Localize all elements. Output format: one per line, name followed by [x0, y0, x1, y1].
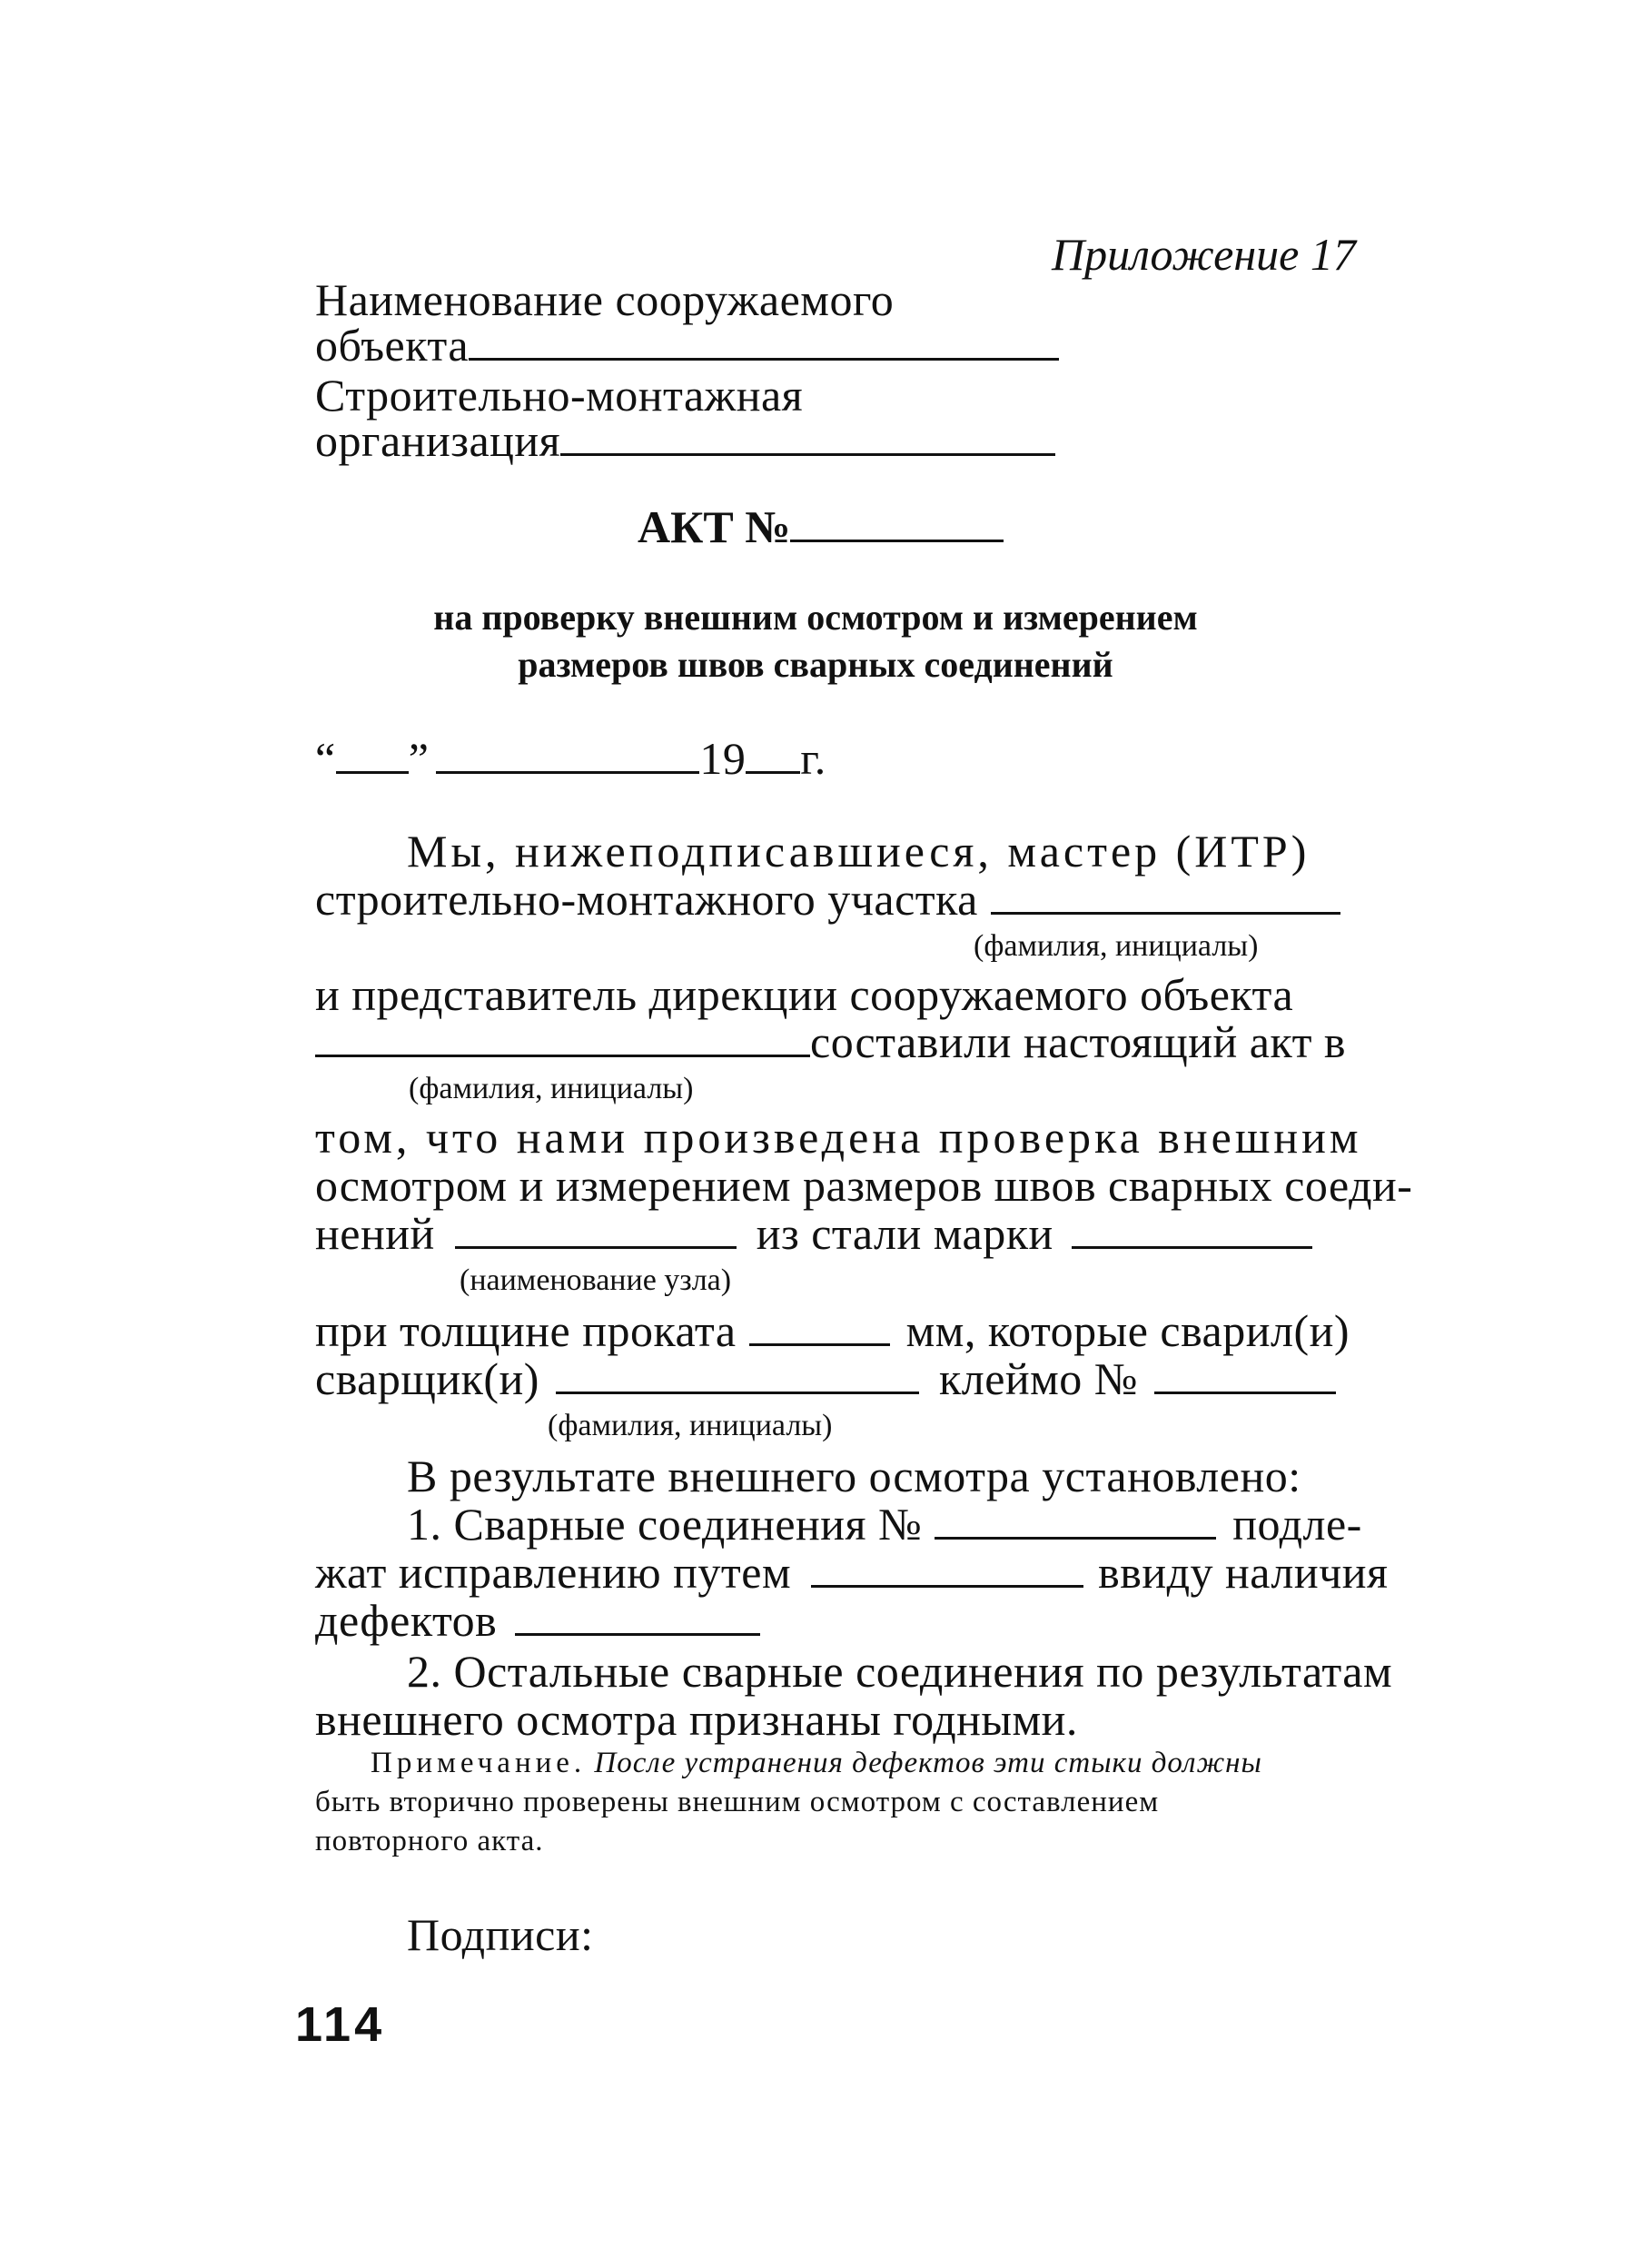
act-title [638, 501, 1004, 552]
act-subtitle-line-2: размеров швов сварных соединений [518, 644, 1113, 685]
thickness-blank[interactable] [749, 1342, 890, 1346]
joints-label: нений [315, 1208, 435, 1259]
date-year-blank[interactable] [746, 770, 800, 774]
item-2-line-2: внешнего осмотра признаны годными. [315, 1694, 1078, 1745]
item-1-line-2 [315, 1547, 1389, 1598]
date-month-blank[interactable] [436, 770, 699, 774]
organization-label: Строительно-монтажная [315, 370, 804, 421]
note-line-1 [371, 1748, 1262, 1778]
item-1-defects-label: дефектов [315, 1595, 498, 1646]
stamp-number-blank[interactable] [1154, 1391, 1336, 1394]
paragraph-line-1: Мы, нижеподписавшиеся, мастер (ИТР) [407, 826, 1311, 876]
compiled-label: составили настоящий акт в [810, 1016, 1347, 1067]
act-subtitle-line-1: на проверку внешним осмотром и измерением [433, 597, 1198, 638]
paragraph-line-3: и представитель дирекции сооружаемого объекта [315, 969, 1294, 1020]
date-day-blank[interactable] [336, 770, 409, 774]
caption-node-name: (наименование узла) [460, 1263, 732, 1297]
paragraph-line-8 [315, 1305, 1350, 1356]
note-text-1: После устранения дефектов эти стыки должны [594, 1747, 1262, 1779]
paragraph-line-4 [315, 1016, 1347, 1067]
representative-name-blank[interactable] [315, 1054, 810, 1057]
repair-method-blank[interactable] [811, 1584, 1083, 1588]
note-line-3: повторного акта. [315, 1825, 544, 1857]
joint-numbers-blank[interactable] [935, 1536, 1216, 1540]
date-close-quote: ” [408, 733, 430, 784]
stamp-label: клеймо № [938, 1353, 1138, 1404]
master-name-blank[interactable] [991, 911, 1340, 915]
item-1-line-1 [407, 1499, 1362, 1550]
paragraph-line-5: том, что нами произведена проверка внешним [315, 1112, 1362, 1163]
item-1-due-label: ввиду наличия [1098, 1547, 1389, 1598]
paragraph-line-6: осмотром и измерением размеров швов сварных соеди- [315, 1160, 1413, 1211]
paragraph-line-9 [315, 1353, 1336, 1404]
date-year-suffix: г. [800, 733, 826, 784]
date-line [315, 733, 826, 784]
object-name-label: Наименование сооружаемого [315, 274, 895, 325]
organization-field [315, 415, 1055, 466]
paragraph-line-2 [315, 874, 1340, 925]
result-intro: В результате внешнего осмотра установлено: [407, 1451, 1301, 1501]
caption-fio-welder: (фамилия, инициалы) [548, 1409, 833, 1442]
page-number: 114 [295, 1997, 386, 2052]
caption-fio-master: (фамилия, инициалы) [974, 929, 1259, 963]
act-number-blank[interactable] [790, 539, 1004, 542]
object-name-label-2: объекта [315, 320, 470, 371]
item-1-repair-label: жат исправлению путем [315, 1547, 792, 1598]
section-label: строительно-монтажного участка [315, 874, 978, 925]
item-1-subject-label: подле- [1232, 1499, 1362, 1550]
welder-label: сварщик(и) [315, 1353, 539, 1404]
node-name-blank[interactable] [455, 1245, 737, 1249]
date-open-quote: “ [315, 733, 336, 784]
caption-fio-representative: (фамилия, инициалы) [409, 1072, 694, 1105]
act-label: АКТ № [638, 501, 791, 552]
signatures-label: Подписи: [407, 1909, 594, 1960]
item-1-joints-label: 1. Сварные соединения № [407, 1499, 923, 1550]
date-year-prefix: 19 [699, 733, 747, 784]
note-line-2: быть вторично проверены внешним осмотром с составлением [315, 1786, 1160, 1818]
appendix-label: Приложение 17 [1052, 229, 1356, 280]
item-1-line-3 [315, 1595, 760, 1646]
object-name-blank[interactable] [469, 357, 1059, 361]
welder-name-blank[interactable] [556, 1391, 919, 1394]
organization-blank[interactable] [560, 452, 1055, 456]
welded-label: мм, которые сварил(и) [905, 1305, 1350, 1356]
steel-grade-blank[interactable] [1072, 1245, 1312, 1249]
steel-grade-label: из стали марки [756, 1208, 1053, 1259]
thickness-label: при толщине проката [315, 1305, 737, 1356]
defects-blank[interactable] [515, 1632, 760, 1636]
item-2-line-1: 2. Остальные сварные соединения по результатам [407, 1646, 1393, 1697]
paragraph-line-7 [315, 1208, 1312, 1259]
note-label: Примечание. [371, 1747, 587, 1779]
object-name-field [315, 320, 1059, 371]
organization-label-2: организация [315, 415, 561, 466]
